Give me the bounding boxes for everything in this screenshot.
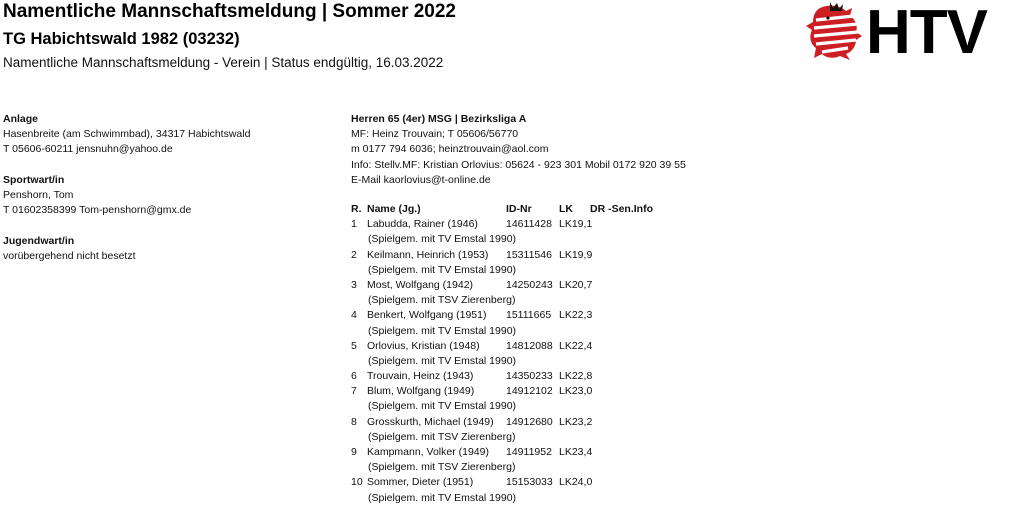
player-note: (Spielgem. mit TV Emstal 1990): [368, 233, 517, 246]
player-note-row: [351, 430, 771, 445]
table-row: [351, 308, 771, 323]
player-name: Sommer, Dieter (1951): [367, 476, 474, 489]
player-nr: 9: [351, 446, 357, 458]
team-info-line: MF: Heinz Trouvain; T 05606/56770: [351, 128, 519, 141]
player-name: Kampmann, Volker (1949): [367, 446, 489, 458]
logo-text: HTV: [866, 0, 987, 67]
anlage-address: Hasenbreite (am Schwimmbad), 34317 Habichtswald: [3, 128, 251, 141]
player-nr: 7: [351, 385, 357, 398]
player-note-row: [351, 460, 771, 475]
player-note: (Spielgem. mit TV Emstal 1990): [368, 354, 517, 367]
player-name: Orlovius, Kristian (1948): [367, 339, 480, 352]
table-row: [351, 384, 771, 399]
player-note-row: [351, 263, 771, 278]
player-id: 15111665: [506, 309, 552, 322]
player-note-row: [351, 399, 771, 414]
player-name: Grosskurth, Michael (1949): [367, 415, 494, 428]
player-note: (Spielgem. mit TSV Zierenberg): [368, 430, 516, 443]
club-contacts: [3, 112, 333, 279]
table-row: [351, 445, 771, 460]
roster-table: [351, 202, 771, 506]
player-nr: 1: [351, 218, 357, 231]
player-name: Most, Wolfgang (1942): [367, 278, 474, 291]
player-note: (Spielgem. mit TSV Zierenberg): [368, 294, 516, 307]
player-lk: LK22,3: [559, 309, 593, 322]
header-nr: R.: [351, 203, 362, 215]
player-nr: 6: [351, 370, 357, 383]
player-lk: LK24,0: [559, 476, 593, 489]
table-row: [351, 475, 771, 490]
club-name: TG Habichtswald 1982 (03232): [3, 30, 240, 48]
player-lk: LK23,4: [559, 446, 593, 458]
player-lk: LK20,7: [559, 278, 593, 291]
player-name: Labudda, Rainer (1946): [367, 218, 478, 231]
player-id: 15311546: [506, 248, 552, 261]
player-note-row: [351, 324, 771, 339]
hessian-lion-icon: [806, 2, 864, 62]
table-row: [351, 278, 771, 293]
table-row: [351, 369, 771, 384]
player-id: 14611428: [506, 218, 552, 231]
section-jugendwart: [3, 234, 333, 264]
table-row: [351, 339, 771, 354]
htv-logo: [806, 0, 1026, 67]
team-info-line: m 0177 794 6036; heinztrouvain@aol.com: [351, 143, 549, 156]
sportwart-name: Penshorn, Tom: [3, 189, 74, 201]
player-lk: LK23,2: [559, 415, 593, 428]
table-row: [351, 217, 771, 232]
header-dr: DR -Sen.Info: [590, 203, 653, 215]
player-note: (Spielgem. mit TV Emstal 1990): [368, 400, 517, 413]
player-name: Keilmann, Heinrich (1953): [367, 248, 489, 261]
player-nr: 3: [351, 278, 357, 291]
player-note: (Spielgem. mit TV Emstal 1990): [368, 263, 517, 276]
player-name: Blum, Wolfgang (1949): [367, 385, 475, 398]
section-title: Anlage: [3, 113, 39, 125]
section-anlage: [3, 112, 333, 158]
player-id: 15153033: [506, 476, 553, 489]
player-id: 14911952: [506, 446, 552, 458]
jugendwart-info: vorübergehend nicht besetzt: [3, 249, 136, 262]
team-info-line: E-Mail kaorlovius@t-online.de: [351, 173, 491, 186]
player-note: (Spielgem. mit TV Emstal 1990): [368, 491, 517, 504]
player-id: 14812088: [506, 339, 553, 352]
team-info: [351, 112, 1021, 188]
player-note: (Spielgem. mit TV Emstal 1990): [368, 324, 517, 337]
team-title: Herren 65 (4er) MSG | Bezirksliga A: [351, 113, 527, 125]
table-row: [351, 248, 771, 263]
player-lk: LK22,4: [559, 339, 593, 352]
player-name: Benkert, Wolfgang (1951): [367, 309, 487, 322]
table-row: [351, 415, 771, 430]
player-nr: 10: [351, 476, 363, 489]
player-lk: LK19,1: [559, 218, 593, 231]
player-lk: LK22,8: [559, 370, 593, 383]
roster-header: [351, 202, 771, 217]
player-nr: 2: [351, 248, 357, 261]
player-note-row: [351, 491, 771, 506]
header-name: Name (Jg.): [367, 203, 421, 215]
section-title: Jugendwart/in: [3, 234, 75, 247]
header-id: ID-Nr: [506, 203, 532, 215]
section-title: Sportwart/in: [3, 173, 65, 186]
player-lk: LK19,9: [559, 248, 593, 261]
header-lk: LK: [559, 203, 573, 215]
anlage-contact: T 05606-60211 jensnuhn@yahoo.de: [3, 143, 173, 156]
player-id: 14912102: [506, 385, 553, 398]
team-info-line: Info: Stellv.MF: Kristian Orlovius: 05624 - 923 301 Mobil 0172 920 39 55: [351, 158, 686, 171]
player-id: 14250243: [506, 278, 553, 291]
page-title: Namentliche Mannschaftsmeldung | Sommer 2022: [3, 1, 457, 22]
status-line: Namentliche Mannschaftsmeldung - Verein | Status endgültig, 16.03.2022: [3, 55, 444, 70]
sportwart-contact: T 01602358399 Tom-penshorn@gmx.de: [3, 204, 192, 217]
player-id: 14912680: [506, 415, 553, 428]
player-id: 14350233: [506, 370, 553, 383]
player-nr: 4: [351, 309, 357, 322]
player-lk: LK23,0: [559, 385, 593, 398]
player-nr: 5: [351, 339, 357, 352]
player-note-row: [351, 354, 771, 369]
player-note-row: [351, 293, 771, 308]
player-name: Trouvain, Heinz (1943): [367, 370, 474, 383]
player-note-row: [351, 232, 771, 247]
player-note: (Spielgem. mit TSV Zierenberg): [368, 461, 516, 474]
player-nr: 8: [351, 415, 357, 428]
section-sportwart: [3, 173, 333, 219]
